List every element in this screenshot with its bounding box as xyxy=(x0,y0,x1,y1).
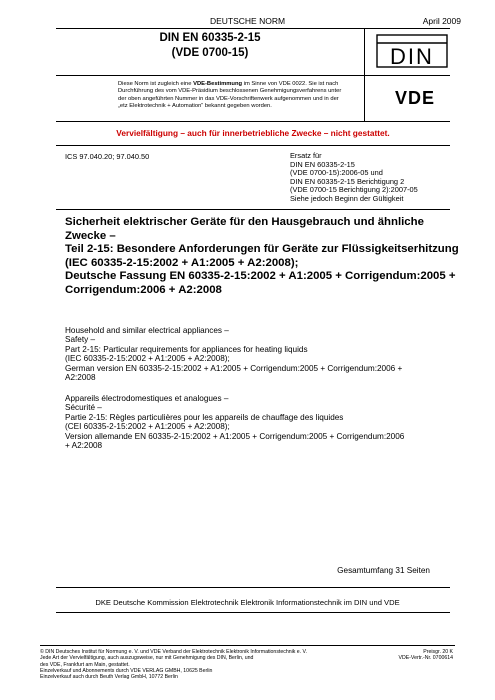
vde-number: (VDE 0700-15) xyxy=(171,47,249,59)
title-line: (IEC 60335-2-15:2002 + A1:2005 + A2:2008); xyxy=(65,354,230,364)
replaces-line: Siehe jedoch Beginn der Gültigkeit xyxy=(290,193,404,203)
replaces-line: DIN EN 60335-2-15 xyxy=(290,159,355,169)
total-pages: Gesamtumfang 31 Seiten xyxy=(337,566,430,575)
copyright-footer xyxy=(40,649,420,680)
title-line: Appareils électrodomestiques et analogues – xyxy=(65,394,229,403)
title-line: Zwecke – xyxy=(65,229,116,242)
replaces-line: (VDE 0700-15 Berichtigung 2):2007-05 xyxy=(290,185,418,195)
notice-rule xyxy=(56,121,450,122)
title-line: Safety – xyxy=(65,335,96,345)
vde-notice xyxy=(118,81,366,110)
dke-line: DKE Deutsche Kommission Elektrotechnik Elektronik Informationstechnik im DIN und VDE xyxy=(95,598,400,607)
price-block xyxy=(373,649,453,662)
warning-rule xyxy=(56,145,450,146)
title-line: (IEC 60335-2-15:2002 + A1:2005 + A2:2008); xyxy=(65,256,299,269)
dke-rule xyxy=(56,612,450,613)
standard-type-label: DEUTSCHE NORM xyxy=(209,16,286,26)
reproduction-warning: Vervielfältigung – auch für innerbetriebliche Zwecke – nicht gestattet. xyxy=(116,128,390,138)
english-title xyxy=(65,326,445,382)
replaces-block xyxy=(290,152,418,204)
footer-line: Einzelverkauf und Abonnements durch VDE VERLAG GMBH, 10625 Berlin xyxy=(40,667,213,674)
svg-text:DIN: DIN xyxy=(390,44,434,68)
order-number: VDE-Vertr.-Nr. 0700614 xyxy=(398,655,453,662)
title-line: A2:2008 xyxy=(65,373,96,383)
svg-text:VDE: VDE xyxy=(394,88,436,106)
replaces-line: (VDE 0700-15):2006-05 und xyxy=(290,168,383,178)
ics-code: ICS 97.040.20; 97.040.50 xyxy=(65,152,150,161)
title-line: Part 2-15: Particular requirements for appliances for heating liquids xyxy=(65,344,308,354)
french-title xyxy=(65,394,445,450)
title-line: Sicherheit elektrischer Geräte für den Hausgebrauch und ähnliche xyxy=(65,216,424,228)
notice-line: Durchführung des vom VDE-Präsidium beschlossenen Genehmigungsverfahrens unter xyxy=(118,88,342,95)
title-line: Household and similar electrical appliances – xyxy=(65,326,229,335)
footer-line: Jede Art der Vervielfältigung, auch auszugsweise, nur mit Genehmigung des DIN, Berlin, und xyxy=(40,655,254,662)
replaces-line: DIN EN 60335-2-15 Berichtigung 2 xyxy=(290,176,405,186)
title-line: (CEI 60335-2-15:2002 + A1:2005 + A2:2008); xyxy=(65,422,230,432)
footer-line: des VDE, Frankfurt am Main, gestattet. xyxy=(40,661,130,668)
notice-line: „etz Elektrotechnik + Automation“ bekannt gegeben worden. xyxy=(118,102,272,109)
pages-rule xyxy=(56,587,450,588)
title-line: Deutsche Fassung EN 60335-2-15:2002 + A1:2005 + Corrigendum:2005 + xyxy=(65,270,456,283)
title-line: + A2:2008 xyxy=(65,441,103,451)
notice-line: Diese Norm ist zugleich eine VDE-Bestimmung im Sinne von VDE 0022. Sie ist nach xyxy=(118,81,339,87)
title-line: German version EN 60335-2-15:2002 + A1:2005 + Corrigendum:2005 + Corrigendum:2006 + xyxy=(65,363,403,373)
replaces-line: Ersatz für xyxy=(290,151,322,160)
notice-line: der oben angeführten Nummer in das VDE-Vorschriftenwerk aufgenommen und in der xyxy=(118,95,339,102)
title-line: Corrigendum:2006 + A2:2008 xyxy=(65,283,222,296)
title-box-rule xyxy=(56,75,450,76)
standard-number: DIN EN 60335-2-15 xyxy=(159,32,261,44)
title-line: Teil 2-15: Besondere Anforderungen für Geräte zur Flüssigkeitserhitzung xyxy=(65,243,459,256)
din-logo xyxy=(374,34,450,68)
replaces-rule xyxy=(56,209,450,210)
vde-logo xyxy=(380,88,450,106)
title-line: Sécurité – xyxy=(65,403,102,413)
title-line: Partie 2-15: Règles particulières pour les appareils de chauffage des liquides xyxy=(65,412,344,422)
footer-line: © DIN Deutsches Institut für Normung e. V. und VDE Verband der Elektrotechnik Elektronik Informationstechnik e. V. xyxy=(40,649,307,655)
standard-title-box xyxy=(56,29,364,75)
german-title xyxy=(65,216,459,298)
title-line: Version allemande EN 60335-2-15:2002 + A1:2005 + Corrigendum:2005 + Corrigendum:2006 xyxy=(65,431,405,441)
price-group: Preisgr. 20 K xyxy=(423,649,453,655)
footer-rule xyxy=(40,645,455,646)
publication-date: April 2009 xyxy=(422,16,461,26)
footer-line: Einzelverkauf auch durch Beuth Verlag GmbH, 10772 Berlin xyxy=(40,674,178,681)
